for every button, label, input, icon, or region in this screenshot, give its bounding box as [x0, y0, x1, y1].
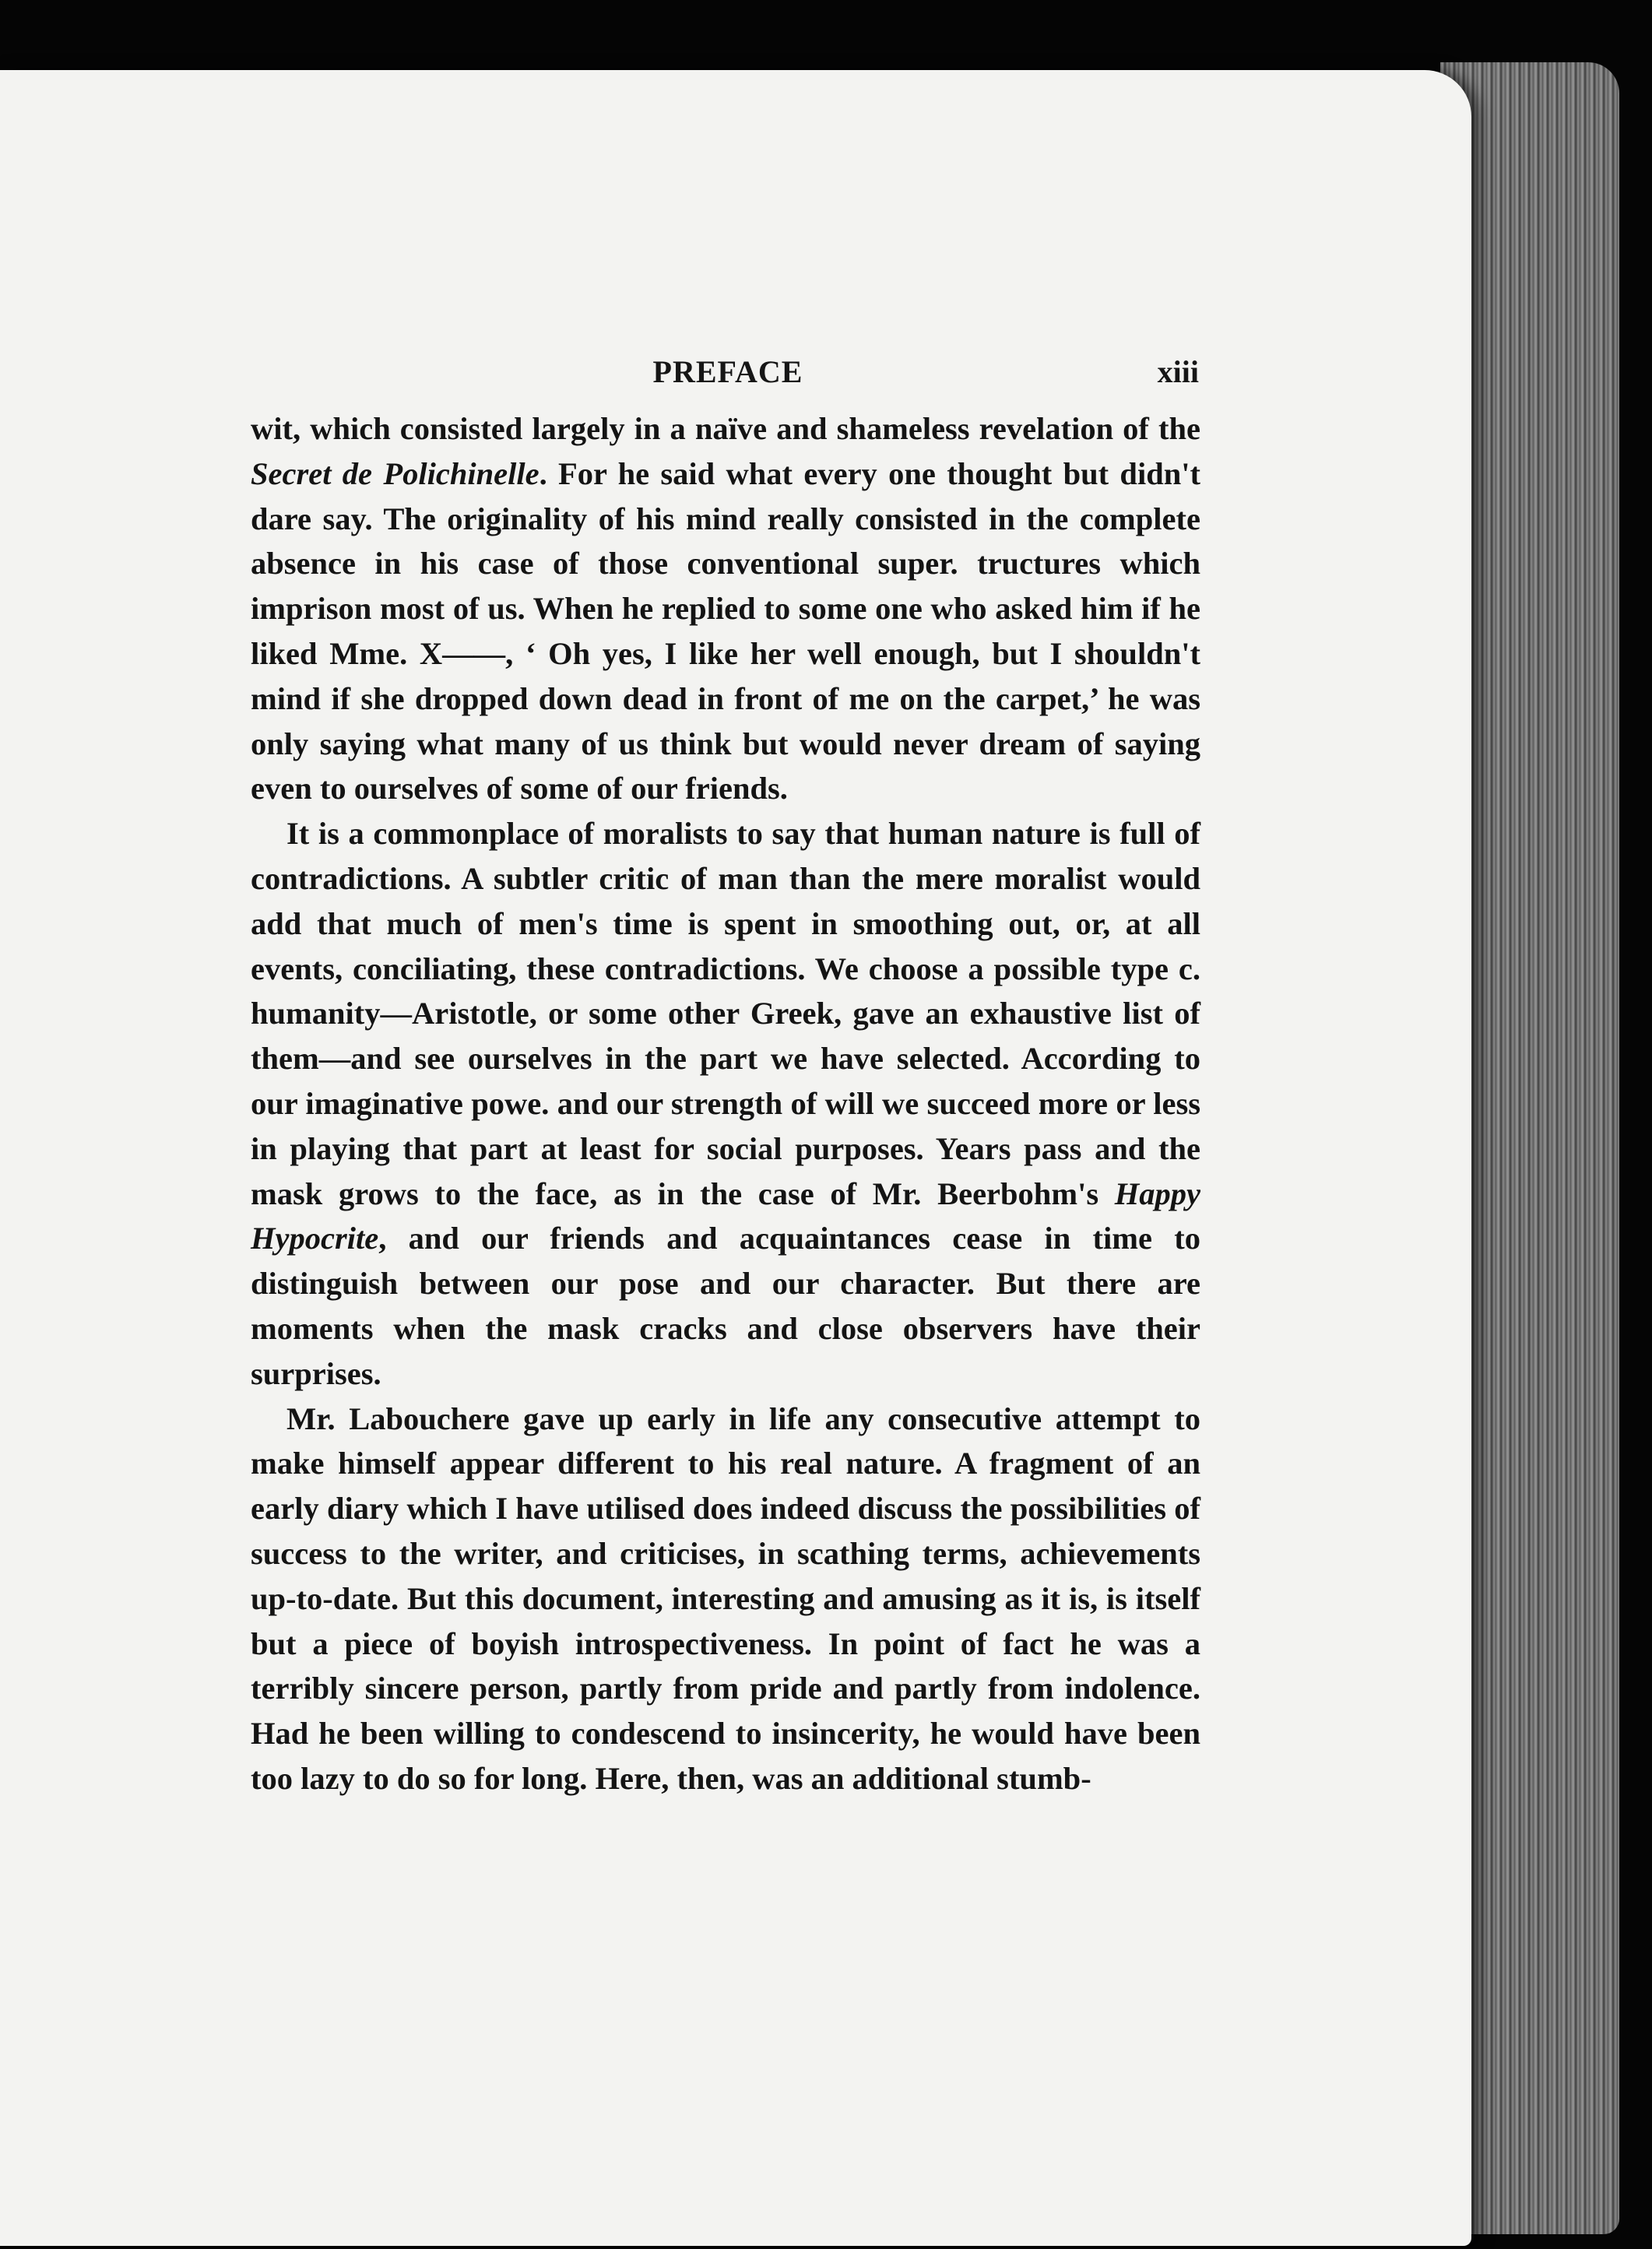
italic-title: Happy Hypocrite	[251, 1175, 1200, 1256]
text-segment: . For he said what every one thought but didn't dare say. The originality of his mind really consisted in the complete absence in his case of those conventional super. tructures which imprison most of us. When he replied to some one who asked him if he liked Mme. X——, ‘ Oh yes, I like her well enough, but I shouldn't mind if she dropped down dead in front of me on the carpet,’ he was only saying what many of us think but would never dream of saying even to ourselves of some of our friends.	[251, 455, 1200, 806]
paragraph-1	[251, 406, 1200, 811]
paragraph-3	[251, 1397, 1200, 1801]
running-head: PREFACE	[652, 354, 803, 389]
page-number: xiii	[1157, 354, 1199, 389]
text-segment: wit, which consisted largely in a naïve and shameless revelation of the	[251, 411, 1200, 446]
italic-title: Secret de Polichinelle	[251, 455, 540, 491]
book-page	[0, 70, 1471, 2246]
paragraph-2	[251, 811, 1200, 1396]
text-segment: , and our friends and acquaintances cease in time to distinguish between our pose and our character. But there are moments when the mask cracks and close observers have their surprises.	[251, 1221, 1200, 1391]
text-segment: It is a commonplace of moralists to say that human nature is full of contradictions. A subtler critic of man than the mere moralist would add that much of men's time is spent in smoothing out, or, at all events, conciliating, these contradictions. We choose a possible type c. humanity—Aristotle, or some other Greek, gave an exhaustive list of them—and see ourselves in the part we have selected. According to our imaginative powe. and our strength of will we succeed more or less in playing that part at least for social purposes. Years pass and the mask grows to the face, as in the case of Mr. Beerbohm's	[251, 816, 1200, 1211]
page-header	[257, 353, 1199, 392]
text-segment: Mr. Labouchere gave up early in life any consecutive attempt to make himself appear different to his real nature. A fragment of an early diary which I have utilised does indeed discuss the possibilities of success to the writer, and criticises, in scathing terms, achievements up-to-date. But this document, interesting and amusing as it is, is itself but a piece of boyish introspectiveness. In point of fact he was a terribly sincere person, partly from pride and partly from indolence. Had he been willing to condescend to insincerity, he would have been too lazy to do so for long. Here, then, was an additional stumb-	[251, 1400, 1200, 1796]
body-text	[251, 406, 1200, 1801]
